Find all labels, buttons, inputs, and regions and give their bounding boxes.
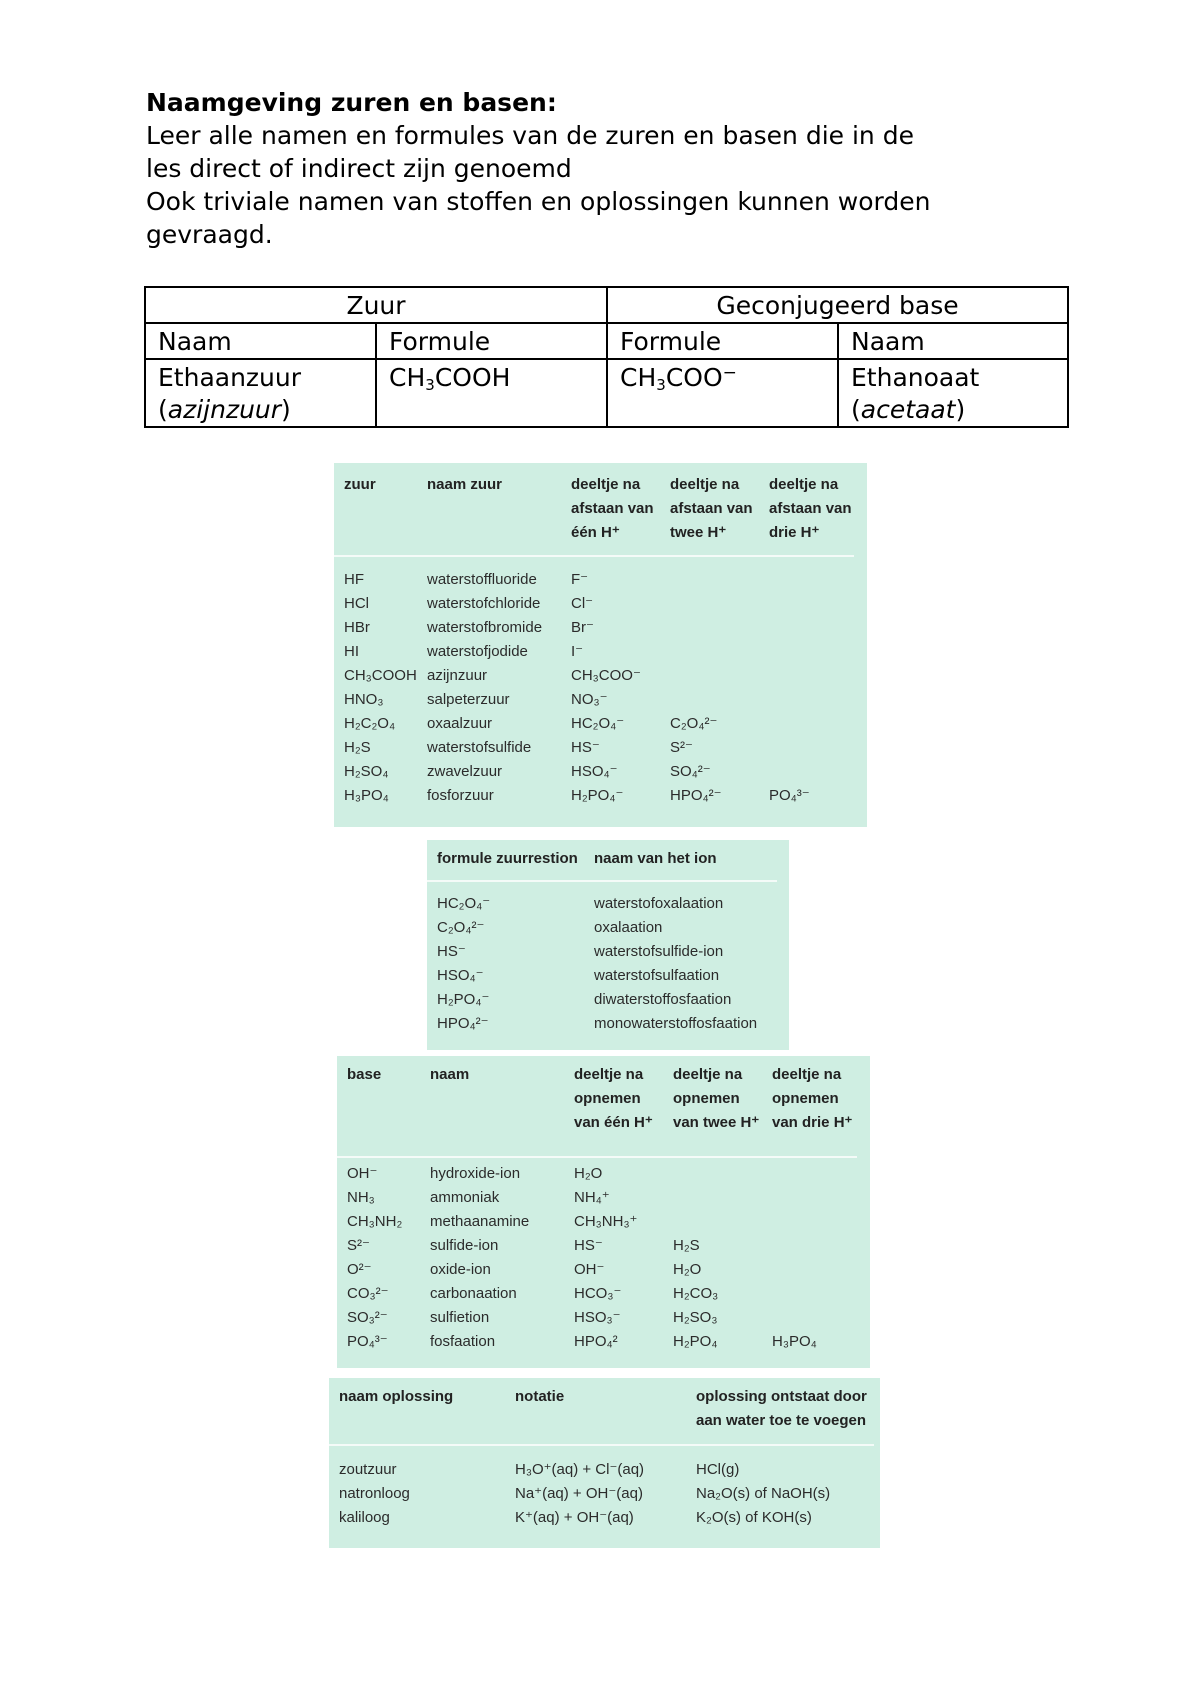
conjugate-two: SO₄²⁻ bbox=[670, 763, 711, 780]
solutions-panel bbox=[329, 1378, 880, 1548]
acid-formula-part: CH bbox=[389, 363, 426, 392]
conjugate-one: OH⁻ bbox=[574, 1261, 605, 1278]
conjugate-one: CH₃COO⁻ bbox=[571, 667, 641, 684]
conjugate-one: NH₄⁺ bbox=[574, 1189, 610, 1206]
base-formula: S²⁻ bbox=[347, 1237, 370, 1254]
conjugate-one: HS⁻ bbox=[574, 1237, 603, 1254]
conjugate-two: H₂S bbox=[673, 1237, 700, 1254]
ions-panel bbox=[427, 840, 789, 1050]
header-three-h bbox=[772, 1063, 852, 1135]
header-line: deeltje na bbox=[670, 476, 740, 493]
base-formula: O²⁻ bbox=[347, 1261, 372, 1278]
header-two-h bbox=[670, 473, 753, 545]
ion-name: oxalaation bbox=[594, 919, 663, 936]
col-header-formule-base: Formule bbox=[607, 323, 838, 359]
bases-panel bbox=[337, 1056, 870, 1368]
ion-name: waterstofsulfide-ion bbox=[594, 943, 724, 960]
base-name: sulfietion bbox=[430, 1309, 490, 1326]
acid-formula: H₂C₂O₄ bbox=[344, 715, 396, 732]
header-line: afstaan van bbox=[670, 500, 753, 517]
base-name: fosfaation bbox=[430, 1333, 496, 1350]
acid-name: waterstofjodide bbox=[427, 643, 528, 660]
page-title: Naamgeving zuren en basen: bbox=[146, 88, 557, 117]
conjugate-one: Cl⁻ bbox=[571, 595, 594, 612]
conjugate-two: H₂CO₃ bbox=[673, 1285, 719, 1302]
ion-name: monowaterstoffosfaation bbox=[594, 1015, 758, 1032]
conjugate-one: H₂PO₄⁻ bbox=[571, 787, 624, 804]
acid-formula: H₃PO₄ bbox=[344, 787, 389, 804]
base-formula-part: CH bbox=[620, 363, 657, 392]
acid-formula: H₂S bbox=[344, 739, 371, 756]
header-line: oplossing ontstaat door bbox=[696, 1388, 867, 1405]
base-name: methaanamine bbox=[430, 1213, 530, 1230]
acid-trivial-name: azijnzuur bbox=[167, 395, 282, 424]
base-formula: CH₃NH₂ bbox=[347, 1213, 403, 1230]
header-line: opnemen bbox=[574, 1090, 641, 1107]
solution-origin: Na₂O(s) of NaOH(s) bbox=[696, 1485, 831, 1502]
header-one-h bbox=[574, 1063, 653, 1135]
intro-line-4: gevraagd. bbox=[146, 220, 273, 249]
solution-notation: H₃O⁺(aq) + Cl⁻(aq) bbox=[515, 1461, 645, 1478]
conjugate-three: H₃PO₄ bbox=[772, 1333, 817, 1350]
base-formula: SO₃²⁻ bbox=[347, 1309, 388, 1326]
acid-name: oxaalzuur bbox=[427, 715, 493, 732]
conjugate-one: HCO₃⁻ bbox=[574, 1285, 622, 1302]
header-notatie: notatie bbox=[515, 1388, 565, 1405]
col-header-naam-base: Naam bbox=[838, 323, 1068, 359]
base-name: hydroxide-ion bbox=[430, 1165, 521, 1182]
ion-formula: HPO₄²⁻ bbox=[437, 1015, 489, 1032]
acid-formula: HBr bbox=[344, 619, 370, 636]
conjugate-one: HS⁻ bbox=[571, 739, 600, 756]
acid-base-pair-table bbox=[144, 286, 1069, 428]
conjugate-one: NO₃⁻ bbox=[571, 691, 608, 708]
group-header-acid: Zuur bbox=[145, 287, 607, 323]
cell-base-formula bbox=[607, 359, 838, 427]
acid-formula-subscript: 3 bbox=[425, 376, 435, 394]
header-line: één H⁺ bbox=[571, 524, 620, 541]
base-name: ammoniak bbox=[430, 1189, 500, 1206]
conjugate-one: CH₃NH₃⁺ bbox=[574, 1213, 638, 1230]
conjugate-two: H₂PO₄ bbox=[673, 1333, 718, 1350]
header-base: base bbox=[347, 1066, 382, 1083]
header-divider bbox=[427, 880, 777, 882]
conjugate-two: S²⁻ bbox=[670, 739, 693, 756]
acid-formula: HI bbox=[344, 643, 359, 660]
solution-notation: K⁺(aq) + OH⁻(aq) bbox=[515, 1509, 634, 1526]
cell-base-name: Ethanoaat (acetaat) bbox=[838, 359, 1068, 427]
header-formule-zuurrestion: formule zuurrestion bbox=[437, 850, 578, 867]
header-line: van twee H⁺ bbox=[673, 1114, 760, 1131]
intro-line-2: les direct of indirect zijn genoemd bbox=[146, 154, 572, 183]
ion-name: diwaterstoffosfaation bbox=[594, 991, 732, 1008]
header-line: opnemen bbox=[673, 1090, 740, 1107]
solution-name: kaliloog bbox=[339, 1509, 390, 1526]
ion-name: waterstofsulfaation bbox=[594, 967, 720, 984]
conjugate-one: Br⁻ bbox=[571, 619, 594, 636]
header-line: deeltje na bbox=[571, 476, 641, 493]
base-formula: CO₃²⁻ bbox=[347, 1285, 389, 1302]
ion-formula: HSO₄⁻ bbox=[437, 967, 484, 984]
header-line: aan water toe te voegen bbox=[696, 1412, 867, 1429]
header-divider bbox=[334, 555, 854, 557]
header-naam: naam bbox=[430, 1066, 470, 1083]
conjugate-two: H₂O bbox=[673, 1261, 702, 1278]
header-line: opnemen bbox=[772, 1090, 839, 1107]
header-line: twee H⁺ bbox=[670, 524, 727, 541]
header-line: van drie H⁺ bbox=[772, 1114, 853, 1131]
col-header-formule-acid: Formule bbox=[376, 323, 607, 359]
header-zuur: zuur bbox=[344, 476, 376, 493]
base-formula-subscript: 3 bbox=[656, 376, 666, 394]
header-divider bbox=[337, 1156, 857, 1158]
header-three-h bbox=[769, 473, 852, 545]
ion-formula: C₂O₄²⁻ bbox=[437, 919, 485, 936]
ion-formula: HC₂O₄⁻ bbox=[437, 895, 491, 912]
conjugate-one: HC₂O₄⁻ bbox=[571, 715, 625, 732]
cell-acid-name: Ethaanzuur (azijnzuur) bbox=[145, 359, 376, 427]
conjugate-one: F⁻ bbox=[571, 571, 589, 588]
header-line: afstaan van bbox=[769, 500, 852, 517]
header-naam-zuur: naam zuur bbox=[427, 476, 503, 493]
acid-name: fosforzuur bbox=[427, 787, 494, 804]
acid-name: waterstofsulfide bbox=[427, 739, 532, 756]
ion-formula: HS⁻ bbox=[437, 943, 466, 960]
intro-line-1: Leer alle namen en formules van de zuren en basen die in de bbox=[146, 121, 914, 150]
conjugate-one: I⁻ bbox=[571, 643, 584, 660]
base-name: carbonaation bbox=[430, 1285, 517, 1302]
conjugate-one: H₂O bbox=[574, 1165, 603, 1182]
solution-name: natronloog bbox=[339, 1485, 410, 1502]
ion-formula: H₂PO₄⁻ bbox=[437, 991, 490, 1008]
acid-name: Ethaanzuur bbox=[158, 363, 302, 392]
acid-formula: H₂SO₄ bbox=[344, 763, 389, 780]
header-line: van één H⁺ bbox=[574, 1114, 653, 1131]
header-one-h bbox=[571, 473, 654, 545]
acid-name: zwavelzuur bbox=[427, 763, 503, 780]
header-line: deeltje na bbox=[673, 1066, 743, 1083]
acid-name: salpeterzuur bbox=[427, 691, 510, 708]
acid-name: waterstofbromide bbox=[427, 619, 543, 636]
acid-formula-part: COOH bbox=[434, 363, 511, 392]
header-line: drie H⁺ bbox=[769, 524, 820, 541]
header-line: deeltje na bbox=[772, 1066, 842, 1083]
group-header-base: Geconjugeerd base bbox=[607, 287, 1068, 323]
base-formula: OH⁻ bbox=[347, 1165, 378, 1182]
conjugate-one: HPO₄² bbox=[574, 1333, 618, 1350]
base-name: sulfide-ion bbox=[430, 1237, 499, 1254]
acid-formula: HF bbox=[344, 571, 364, 588]
header-line: afstaan van bbox=[571, 500, 654, 517]
acid-name: waterstoffluoride bbox=[427, 571, 537, 588]
solution-origin: HCl(g) bbox=[696, 1461, 740, 1478]
conjugate-one: HSO₃⁻ bbox=[574, 1309, 621, 1326]
header-two-h bbox=[673, 1063, 759, 1135]
base-formula: NH₃ bbox=[347, 1189, 375, 1206]
header-oplossing-ontstaat bbox=[696, 1385, 867, 1433]
acid-formula: HNO₃ bbox=[344, 691, 384, 708]
solution-origin: K₂O(s) of KOH(s) bbox=[696, 1509, 812, 1526]
solution-name: zoutzuur bbox=[339, 1461, 397, 1478]
base-formula-charge: − bbox=[722, 363, 737, 383]
base-formula: PO₄³⁻ bbox=[347, 1333, 388, 1350]
header-line: deeltje na bbox=[574, 1066, 644, 1083]
cell-acid-formula bbox=[376, 359, 607, 427]
conjugate-two: HPO₄²⁻ bbox=[670, 787, 722, 804]
acid-formula: HCl bbox=[344, 595, 369, 612]
header-naam-ion: naam van het ion bbox=[594, 850, 717, 867]
conjugate-two: H₂SO₃ bbox=[673, 1309, 718, 1326]
header-line: deeltje na bbox=[769, 476, 839, 493]
acids-panel bbox=[334, 463, 867, 827]
conjugate-one: HSO₄⁻ bbox=[571, 763, 618, 780]
solution-notation: Na⁺(aq) + OH⁻(aq) bbox=[515, 1485, 643, 1502]
acid-name: azijnzuur bbox=[427, 667, 488, 684]
intro-text bbox=[146, 86, 1066, 251]
acid-name: waterstofchloride bbox=[427, 595, 541, 612]
header-naam-oplossing: naam oplossing bbox=[339, 1388, 454, 1405]
base-trivial-name: acetaat bbox=[860, 395, 956, 424]
conjugate-three: PO₄³⁻ bbox=[769, 787, 810, 804]
col-header-naam-acid: Naam bbox=[145, 323, 376, 359]
ion-name: waterstofoxalaation bbox=[594, 895, 724, 912]
conjugate-two: C₂O₄²⁻ bbox=[670, 715, 718, 732]
acid-formula: CH₃COOH bbox=[344, 667, 417, 684]
intro-line-3: Ook triviale namen van stoffen en oplossingen kunnen worden bbox=[146, 187, 931, 216]
header-divider bbox=[329, 1444, 874, 1446]
base-name: oxide-ion bbox=[430, 1261, 491, 1278]
base-formula-part: COO bbox=[665, 363, 723, 392]
base-name: Ethanoaat bbox=[851, 363, 980, 392]
